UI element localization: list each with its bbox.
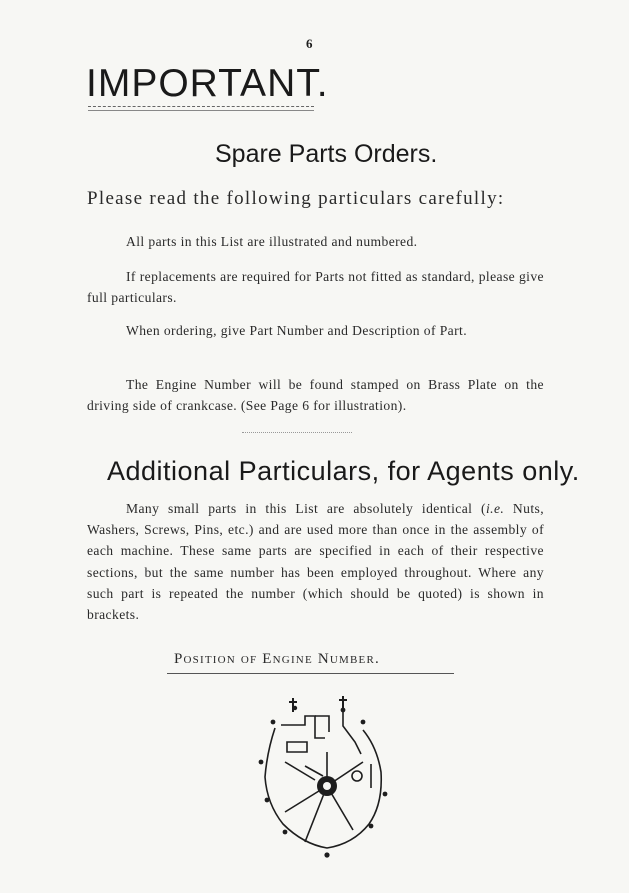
rib-1 (285, 762, 315, 780)
heading-underline (88, 106, 314, 107)
pipe-top (315, 716, 329, 732)
agents-title: Additional Particulars, for Agents only. (107, 456, 580, 486)
agents-paragraph-ie: i.e. (485, 501, 505, 516)
stud-right (343, 712, 361, 754)
rib-2 (305, 766, 323, 776)
heading-underline-2 (88, 110, 314, 111)
top-stud-right (339, 696, 347, 708)
figure-caption: Position of Engine Number. (174, 651, 380, 667)
caption-underline (167, 673, 454, 674)
brass-plate (287, 742, 307, 752)
spare-parts-paragraph-4: The Engine Number will be found stamped on Brass Plate on the driving side of crankcase. (See Page 6 for illustration). (87, 377, 544, 413)
agents-paragraph (87, 498, 544, 625)
spare-parts-title: Spare Parts Orders. (215, 140, 438, 168)
agents-paragraph-part-1: Many small parts in this List are absolutely identical ( (126, 501, 486, 516)
spare-parts-paragraph-3: When ordering, give Part Number and Description of Part. (126, 323, 468, 338)
pipe-left (281, 716, 325, 738)
important-heading: IMPORTANT. (86, 62, 329, 105)
spare-parts-lead: Please read the following particulars carefully: (87, 188, 505, 209)
engine-number-illustration (245, 692, 395, 862)
small-ring (352, 771, 362, 781)
crank-hole (323, 782, 331, 790)
agents-paragraph-part-2: Nuts, Washers, Screws, Pins, etc.) and are used more than once in the assembly of each machine. These same parts are specified in each of their respective sections, but the same number has been employed throughout. Where any such part is repeated the number (which should be quoted) is shown in brackets. (87, 501, 544, 623)
page-number: 6 (306, 36, 313, 51)
spare-parts-paragraph-1: All parts in this List are illustrated and numbered. (126, 234, 418, 249)
section-separator (242, 432, 352, 433)
spare-parts-paragraph-2: If replacements are required for Parts not fitted as standard, please give full particulars. (87, 269, 544, 305)
